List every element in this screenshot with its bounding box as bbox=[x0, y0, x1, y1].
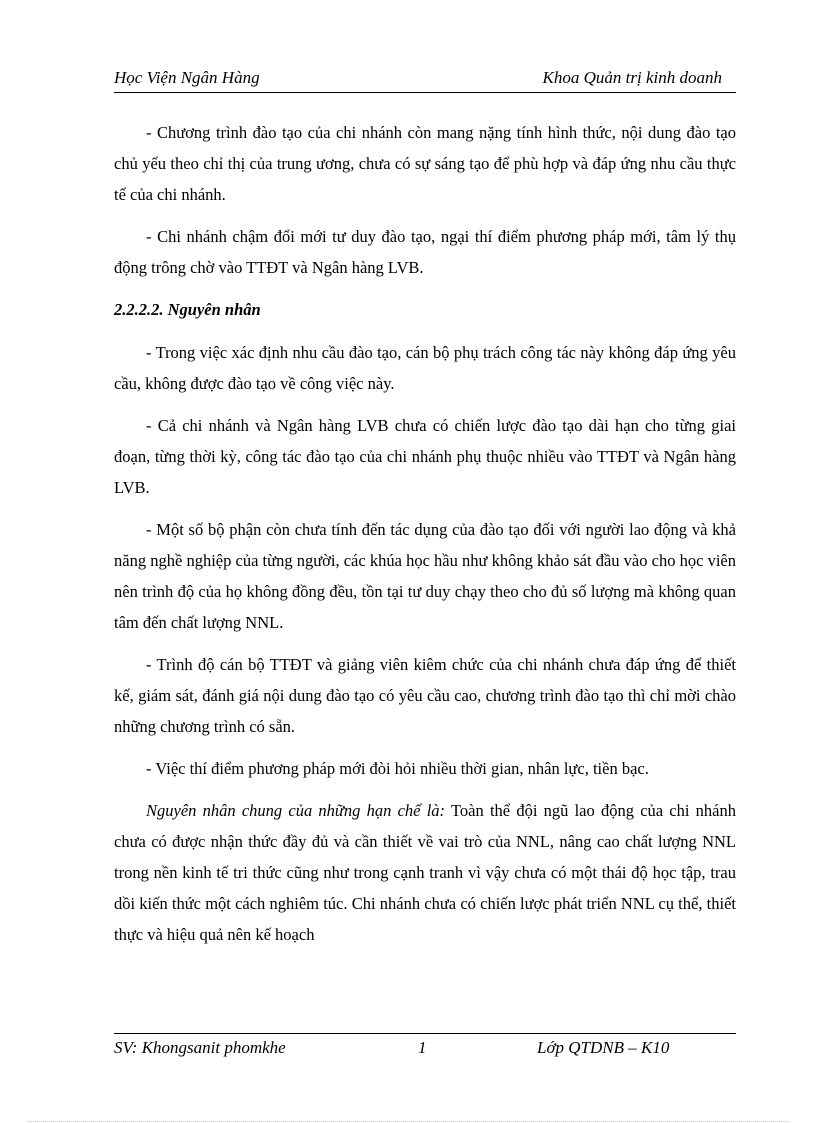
paragraph-slow-innovation: - Chi nhánh chậm đổi mới tư duy đào tạo, ngại thí điểm phương pháp mới, tâm lý thụ động trông chờ vào TTĐT và Ngân hàng LVB. bbox=[114, 227, 736, 277]
page-footer bbox=[114, 1033, 736, 1060]
paragraph-training-program: - Chương trình đào tạo của chi nhánh còn mang nặng tính hình thức, nội dung đào tạo chủ yếu theo chỉ thị của trung ương, chưa có sự sáng tạo để phù hợp và đáp ứng nhu cầu thực tế của chi nhánh. bbox=[114, 123, 736, 204]
document-body bbox=[114, 117, 736, 961]
header-institution: Học Viện Ngân Hàng bbox=[114, 68, 260, 87]
general-causes-lead: Nguyên nhân chung của những hạn chế là: bbox=[146, 801, 446, 820]
paragraph-needs-assessment: - Trong việc xác định nhu cầu đào tạo, cán bộ phụ trách công tác này không đáp ứng yêu cầu, không được đào tạo về công việc này. bbox=[114, 343, 736, 393]
header-department: Khoa Quản trị kinh doanh bbox=[542, 68, 722, 87]
footer-class: Lớp QTDNB – K10 bbox=[537, 1038, 670, 1057]
paragraph-general-causes bbox=[114, 795, 736, 950]
page-edge-divider bbox=[28, 1121, 788, 1122]
page-header bbox=[114, 66, 736, 93]
paragraph-staff-qualification: - Trình độ cán bộ TTĐT và giảng viên kiêm chức của chi nhánh chưa đáp ứng để thiết kế, giám sát, đánh giá nội dung đào tạo có yêu cầu cao, chương trình đào tạo thì chỉ mời chào những chương trình có sẵn. bbox=[114, 655, 736, 736]
paragraph-pilot-methods: - Việc thí điểm phương pháp mới đòi hỏi nhiều thời gian, nhân lực, tiền bạc. bbox=[146, 759, 649, 778]
footer-page-number: 1 bbox=[418, 1038, 427, 1057]
section-heading-causes: 2.2.2.2. Nguyên nhân bbox=[114, 300, 261, 319]
general-causes-text: Toàn thể đội ngũ lao động của chi nhánh chưa có được nhận thức đầy đủ và cần thiết về vai trò của NNL, nâng cao chất lượng NNL trong nền kinh tế tri thức cũng như trong cạnh tranh vì vậy chưa có một thái độ học tập, trau dồi kiến thức một cách nghiêm túc. Chi nhánh chưa có chiến lược phát triển NNL cụ thể, thiết thực và hiệu quả nên kế hoạch bbox=[114, 801, 737, 944]
footer-student: SV: Khongsanit phomkhe bbox=[114, 1038, 286, 1057]
paragraph-long-term-strategy: - Cả chi nhánh và Ngân hàng LVB chưa có chiến lược đào tạo dài hạn cho từng giai đoạn, từng thời kỳ, công tác đào tạo của chi nhánh phụ thuộc nhiều vào TTĐT và Ngân hàng LVB. bbox=[114, 416, 736, 497]
paragraph-departments: - Một số bộ phận còn chưa tính đến tác dụng của đào tạo đối với người lao động và khả năng nghề nghiệp của từng người, các khúa học hầu như không khảo sát đầu vào cho học viên nên trình độ của họ không đồng đều, tồn tại tư duy chạy theo cho đủ số lượng mà không quan tâm đến chất lượng NNL. bbox=[114, 520, 736, 632]
